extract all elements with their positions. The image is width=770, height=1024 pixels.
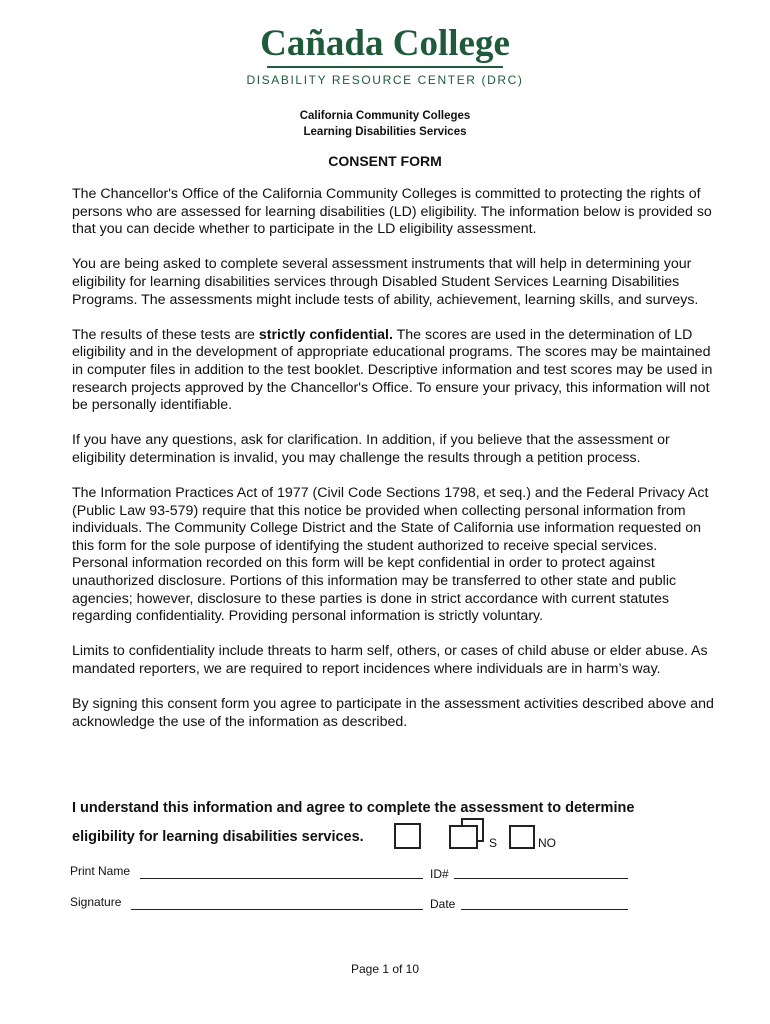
date-label: Date (430, 897, 456, 911)
paragraph-signing: By signing this consent form you agree to participate in the assessment activities described above and acknowledge the use of the information as described. (72, 696, 714, 730)
college-logo (0, 22, 770, 87)
paragraph-privacy-act: The Information Practices Act of 1977 (Civil Code Sections 1798, et seq.) and the Federal Privacy Act (Public Law 93-579) require that this notice be provided when collecting personal information from individuals. The Community College District and the State of California use information requested on this form for the sole purpose of identifying the student authorized to receive special services. Personal information recorded on this form will be kept confidential in order to protect against unauthorized disclosure. Portions of this information may be transferred to other state and public agencies; however, disclosure to these parties is done in strict accordance with current statutes regarding confidentiality. Providing personal information is strictly voluntary. (72, 485, 709, 625)
yes-label: S (489, 836, 498, 850)
print-name-label: Print Name (70, 864, 131, 878)
yes-checkbox[interactable] (449, 825, 478, 849)
id-label: ID# (430, 867, 449, 881)
paragraph-confidential-start: The results of these tests are (72, 326, 259, 343)
agreement-statement-line-2: eligibility for learning disabilities services. (72, 829, 364, 845)
logo-divider (267, 66, 503, 68)
strictly-confidential-text: strictly confidential. (258, 326, 393, 343)
logo-title: Cañada College (260, 23, 510, 64)
subheading-line-1: California Community Colleges (299, 110, 471, 122)
paragraph-questions: If you have any questions, ask for clarification. In addition, if you believe that the assessment or eligibility determination is invalid, you may challenge the results through a petition process. (72, 432, 670, 466)
agreement-statement-line-1: I understand this information and agree to complete the assessment to determine (72, 800, 635, 816)
page-number: Page 1 of 10 (350, 962, 420, 976)
subheading-line-2: Learning Disabilities Services (303, 126, 467, 138)
form-title: CONSENT FORM (328, 153, 442, 169)
print-name-field[interactable] (140, 878, 423, 879)
paragraph-confidential-rest: The scores are used in the determination of LD eligibility and in the development of appropriate educational programs. The scores may be maintained in computer files in addition to the test booklet. Descriptive information and test scores may be used in research projects approved by the Chancellor's Office. To ensure your privacy, this information will not be personally identifiable. (72, 326, 713, 414)
signature-field[interactable] (131, 909, 423, 910)
blank-checkbox[interactable] (394, 823, 421, 849)
document-subheading (0, 108, 770, 140)
date-field[interactable] (461, 909, 628, 910)
paragraph-intro: The Chancellor's Office of the California Community Colleges is committed to protecting the rights of persons who are assessed for learning disabilities (LD) eligibility. The information below is provided so that you can decide whether to participate in the LD eligibility assessment. (72, 186, 712, 238)
signature-label: Signature (70, 895, 122, 909)
document-body (72, 186, 714, 749)
no-label: NO (538, 836, 556, 850)
no-checkbox[interactable] (509, 825, 535, 849)
id-field[interactable] (454, 878, 628, 879)
paragraph-assessment: You are being asked to complete several assessment instruments that will help in determining your eligibility for learning disabilities services through Disabled Student Services Learning Disabilities Programs. The assessments might include tests of ability, achievement, learning skills, and surveys. (72, 256, 699, 308)
logo-subtitle: DISABILITY RESOURCE CENTER (DRC) (246, 73, 524, 87)
paragraph-confidential (72, 327, 714, 415)
paragraph-limits: Limits to confidentiality include threats to harm self, others, or cases of child abuse or elder abuse. As mandated reporters, we are required to report incidences where individuals are in harm’s way. (72, 643, 708, 678)
